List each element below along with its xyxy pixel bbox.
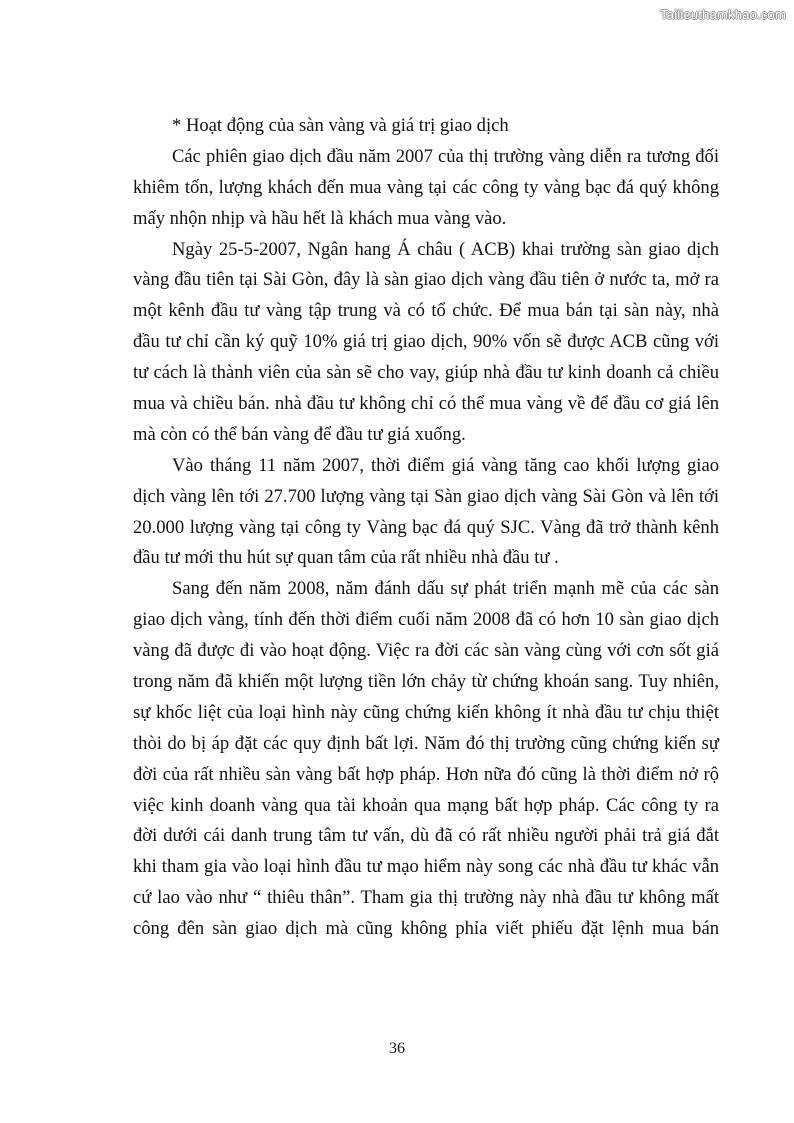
text-line: việc kinh doanh vàng qua tài khoản qua mạng bất hợp pháp. Các công ty ra	[133, 794, 719, 816]
text-line: trong năm đã khiến một lượng tiền lớn chảy từ chứng khoán sang. Tuy nhiên,	[133, 671, 719, 693]
watermark: Tailieuthamkhao.com	[660, 7, 786, 22]
document-body	[133, 111, 719, 945]
text-line: Các phiên giao dịch đầu năm 2007 của thị trường vàng diễn ra tương đối	[172, 145, 719, 167]
text-line: đầu tư chỉ cần ký quỹ 10% giá trị giao dịch, 90% vốn sẽ được ACB cũng với	[133, 331, 719, 353]
text-line: tư cách là thành viên của sàn sẽ cho vay, giúp nhà đầu tư kinh doanh cả chiều	[133, 362, 719, 384]
text-line: giao dịch vàng, tính đến thời điểm cuối năm 2008 đã có hơn 10 sàn giao dịch	[133, 609, 719, 631]
text-line: Vào tháng 11 năm 2007, thời điểm giá vàng tăng cao khối lượng giao	[172, 454, 719, 476]
text-line: vàng đã được đi vào hoạt động. Việc ra đời các sàn vàng cùng với cơn sốt giá	[133, 640, 719, 662]
text-line: dịch vàng lên tới 27.700 lượng vàng tại Sàn giao dịch vàng Sài Gòn và lên tới	[133, 485, 719, 507]
page-number: 36	[389, 1040, 405, 1057]
text-line: Sang đến năm 2008, năm đánh dấu sự phát triển mạnh mẽ của các sàn	[172, 578, 719, 600]
text-line: vàng đầu tiên tại Sài Gòn, đây là sàn giao dịch vàng đầu tiên ở nước ta, mở ra	[133, 269, 719, 291]
text-line: đầu tư mới thu hút sự quan tâm của rất nhiều nhà đầu tư .	[133, 547, 559, 569]
text-line: khi tham gia vào loại hình đầu tư mạo hiểm này song các nhà đầu tư khác vẫn	[133, 856, 719, 878]
text-line: đời của rất nhiều sàn vàng bất hợp pháp. Hơn nữa đó cũng là thời điểm nở rộ	[133, 763, 719, 785]
text-line: sự khốc liệt của loại hình này cũng chứng kiến không ít nhà đầu tư chịu thiệt	[133, 701, 719, 723]
text-line: * Hoạt động của sàn vàng và giá trị giao dịch	[172, 115, 509, 136]
text-line: mua và chiều bán. nhà đầu tư không chỉ có thể mua vàng về để đầu cơ giá lên	[133, 393, 719, 415]
text-line: cứ lao vào như “ thiêu thân”. Tham gia thị trường này nhà đầu tư không mất	[133, 887, 719, 909]
text-line: đời dưới cái danh trung tâm tư vấn, dù đã có rất nhiều người phải trả giá đắt	[133, 825, 719, 847]
text-line: mấy nhộn nhịp và hầu hết là khách mua vàng vào.	[133, 207, 507, 229]
text-line: khiêm tốn, lượng khách đến mua vàng tại các công ty vàng bạc đá quý không	[133, 176, 719, 198]
text-line: mà còn có thể bán vàng để đầu tư giá xuống.	[133, 423, 466, 445]
text-line: 20.000 lượng vàng tại công ty Vàng bạc đá quý SJC. Vàng đã trở thành kênh	[133, 516, 719, 538]
text-line: một kênh đầu tư vàng tập trung và có tổ chức. Để mua bán tại sàn này, nhà	[133, 300, 719, 322]
text-line: Ngày 25-5-2007, Ngân hang Á châu ( ACB) khai trường sàn giao dịch	[172, 238, 719, 260]
text-line: thòi do bị áp đặt các quy định bất lợi. Năm đó thị trường cũng chứng kiến sự	[133, 732, 719, 754]
text-line: công đên sàn giao dịch mà cũng không phỉa viết phiếu đặt lệnh mua bán	[133, 918, 719, 940]
